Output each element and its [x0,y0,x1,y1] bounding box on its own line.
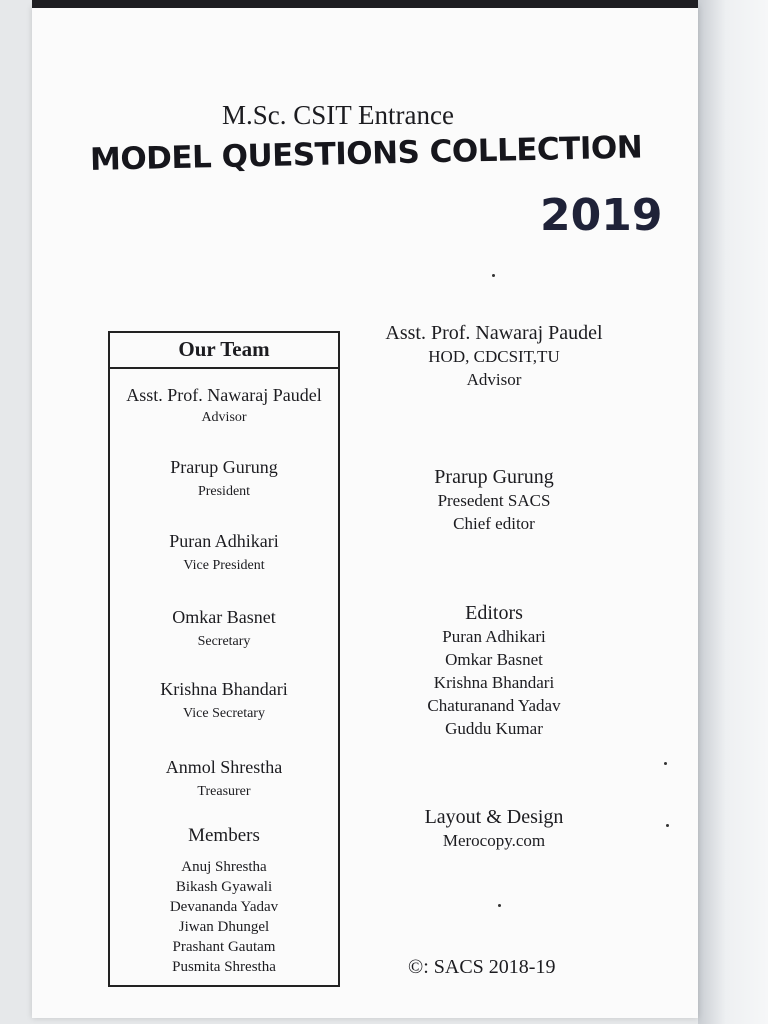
team-member [110,457,338,500]
member-role: President [197,484,251,499]
team-member [110,679,338,722]
advisor-line: Advisor [466,370,522,389]
team-member [110,385,338,426]
advisor-block [364,322,624,391]
editor-name: Krishna Bhandari [433,673,555,692]
members-list [110,857,338,977]
list-item: Devananda Yadav [169,899,279,915]
members-heading: Members [188,825,260,846]
list-item: Anuj Shrestha [181,859,267,875]
chief-editor-block [364,466,624,535]
scan-speck [498,904,501,907]
member-role: Secretary [197,634,251,649]
advisor-name: Asst. Prof. Nawaraj Paudel [385,322,603,344]
editor-name: Guddu Kumar [445,719,543,738]
year: 2019 [540,190,663,241]
list-item: Pusmita Shrestha [172,959,276,975]
layout-design-block [364,806,624,852]
team-member [110,757,338,800]
member-role: Vice President [183,558,265,573]
editor-name: Omkar Basnet [445,650,543,669]
list-item: Jiwan Dhungel [178,919,270,935]
chief-editor-line: Chief editor [453,514,535,533]
scan-speck [664,762,667,765]
member-name: Omkar Basnet [172,607,276,627]
team-member [110,531,338,574]
team-member [110,607,338,650]
our-team-box [108,331,340,987]
advisor-line: HOD, CDCSIT,TU [428,347,560,366]
subtitle: M.Sc. CSIT Entrance [222,100,454,130]
editor-name: Chaturanand Yadav [427,696,561,715]
layout-design-heading: Layout & Design [424,806,564,828]
scan-speck [492,274,495,277]
member-name: Asst. Prof. Nawaraj Paudel [126,385,322,405]
list-item: Prashant Gautam [172,939,276,955]
chief-editor-name: Prarup Gurung [434,466,554,488]
chief-editor-line: Presedent SACS [437,491,551,510]
member-role: Vice Secretary [183,706,265,721]
document-title: MODEL QUESTIONS COLLECTION [89,129,643,178]
editors-heading: Editors [465,602,523,624]
member-role: Treasurer [197,784,251,799]
member-name: Krishna Bhandari [160,679,288,699]
member-role: Advisor [201,410,247,425]
member-name: Puran Adhikari [169,531,279,551]
editor-name: Puran Adhikari [442,627,546,646]
page-top-edge [32,0,698,8]
scan-shadow [698,0,768,1024]
layout-design-credit: Merocopy.com [442,831,546,850]
scan-speck [666,824,669,827]
editors-block [364,602,624,740]
copyright-notice: ©: SACS 2018-19 [408,956,556,978]
our-team-heading: Our Team [110,333,338,369]
list-item: Bikash Gyawali [175,879,273,895]
member-name: Anmol Shrestha [165,757,283,777]
member-name: Prarup Gurung [170,457,278,477]
